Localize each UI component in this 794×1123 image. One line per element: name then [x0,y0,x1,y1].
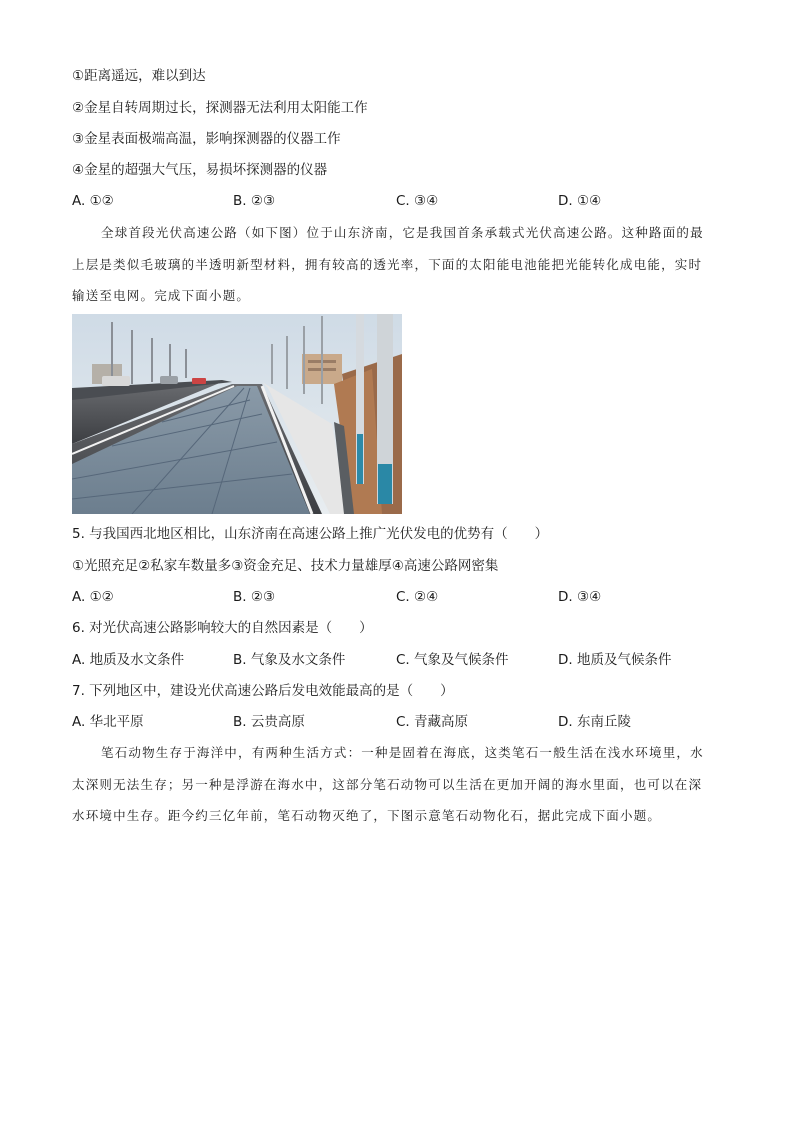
q4-option-a[interactable]: A. ①② [72,193,114,209]
q5-stem: 5. 与我国西北地区相比，山东济南在高速公路上推广光伏发电的优势有（ ） [72,526,549,542]
q6-option-c[interactable]: C. 气象及气候条件 [396,652,509,668]
statement-4: ④金星的超强大气压，易损坏探测器的仪器 [72,162,328,178]
q7-stem: 7. 下列地区中，建设光伏高速公路后发电效能最高的是（ ） [72,683,454,699]
q6-stem: 6. 对光伏高速公路影响较大的自然因素是（ ） [72,620,373,636]
q5-option-d[interactable]: D. ③④ [558,589,602,605]
statement-1: ①距离遥远，难以到达 [72,68,206,84]
statement-2: ②金星自转周期过长，探测器无法利用太阳能工作 [72,100,368,116]
passage1-line-1: 全球首段光伏高速公路（如下图）位于山东济南，它是我国首条承载式光伏高速公路。这种路面的最 [101,225,704,240]
q5-option-a[interactable]: A. ①② [72,589,114,605]
q4-option-b[interactable]: B. ②③ [233,193,276,209]
solar-highway-photo [72,314,402,514]
q6-option-d[interactable]: D. 地质及气候条件 [558,652,672,668]
statement-3: ③金星表面极端高温，影响探测器的仪器工作 [72,131,341,147]
q7-option-b[interactable]: B. 云贵高原 [233,714,305,730]
passage1-line-3: 输送至电网。完成下面小题。 [72,288,251,303]
passage2-line-3: 水环境中生存。距今约三亿年前，笔石动物灭绝了，下图示意笔石动物化石，据此完成下面小题。 [72,808,662,823]
passage2-line-2: 太深则无法生存；另一种是浮游在海水中，这部分笔石动物可以生活在更加开阔的海水里面，也可以在深 [72,777,703,792]
q5-option-c[interactable]: C. ②④ [396,589,439,605]
q7-option-d[interactable]: D. 东南丘陵 [558,714,631,730]
q5-option-b[interactable]: B. ②③ [233,589,276,605]
q7-option-c[interactable]: C. 青藏高原 [396,714,469,730]
q4-option-d[interactable]: D. ①④ [558,193,602,209]
q5-items: ①光照充足②私家车数量多③资金充足、技术力量雄厚④高速公路网密集 [72,558,499,574]
q6-option-b[interactable]: B. 气象及水文条件 [233,652,346,668]
passage1-line-2: 上层是类似毛玻璃的半透明新型材料，拥有较高的透光率，下面的太阳能电池能把光能转化成电能，实时 [72,257,703,272]
q7-option-a[interactable]: A. 华北平原 [72,714,144,730]
passage2-line-1: 笔石动物生存于海洋中，有两种生活方式：一种是固着在海底，这类笔石一般生活在浅水环境里，水 [101,745,704,760]
q6-option-a[interactable]: A. 地质及水文条件 [72,652,185,668]
q4-option-c[interactable]: C. ③④ [396,193,439,209]
